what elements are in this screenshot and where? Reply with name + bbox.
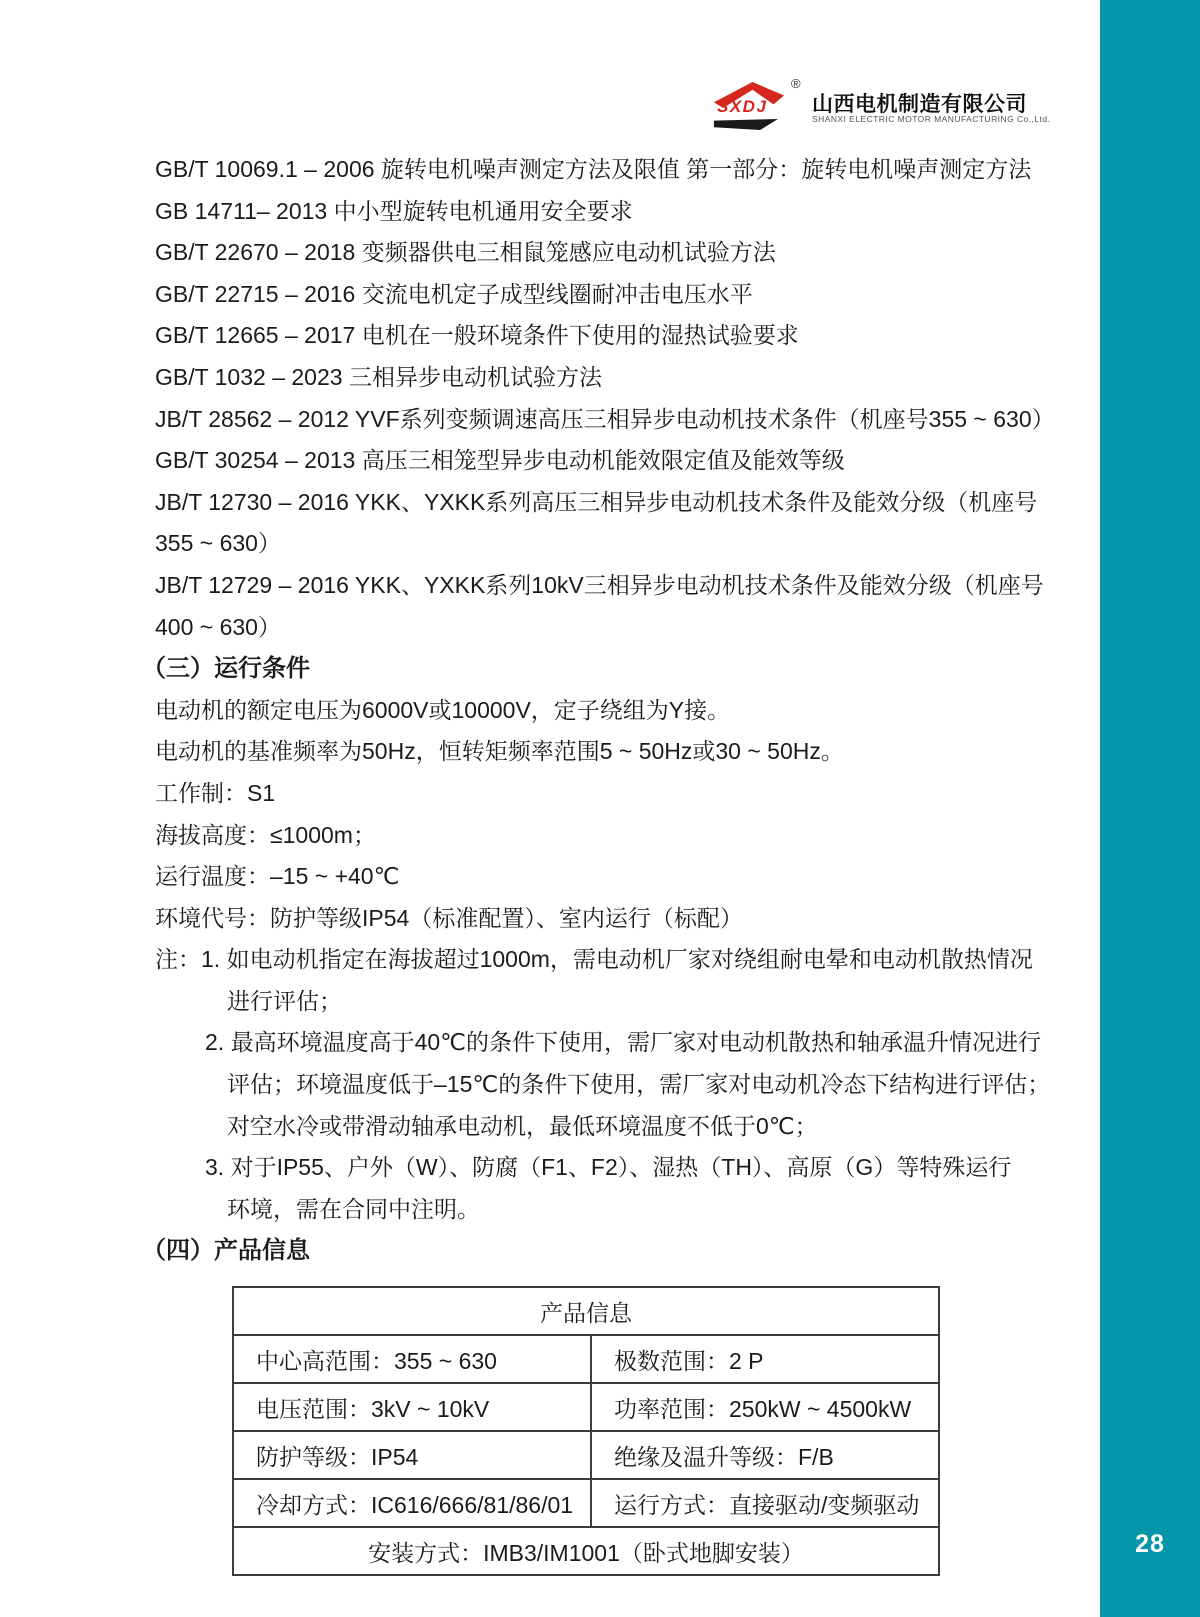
table-cell: 防护等级：IP54 <box>233 1431 591 1479</box>
company-name-cn: 山西电机制造有限公司 <box>812 93 1027 116</box>
note-line: 3. 对于IP55、户外（W）、防腐（F1、F2）、湿热（TH）、高原（G）等特殊运行 <box>205 1154 1012 1181</box>
registered-trademark-icon: ® <box>791 76 801 91</box>
note-line: 评估；环境温度低于–15℃的条件下使用，需厂家对电动机冷态下结构进行评估； <box>227 1071 1051 1098</box>
note-line: 环境，需在合同中注明。 <box>227 1195 480 1222</box>
section-product-info <box>142 1230 1065 1576</box>
condition-line: 工作制：S1 <box>155 779 276 806</box>
standard-line: JB/T 28562 – 2012 YVF系列变频调速高压三相异步电动机技术条件（机座号355 ~ 630） <box>155 405 1055 432</box>
standard-line: JB/T 12730 – 2016 YKK、YXKK系列高压三相异步电动机技术条件及能效分级（机座号 <box>155 488 1038 515</box>
section-heading-operating-conditions: （三）运行条件 <box>142 655 310 683</box>
condition-line: 电动机的基准频率为50Hz，恒转矩频率范围5 ~ 50Hz或30 ~ 50Hz。 <box>155 738 844 765</box>
company-name-en: SHANXI ELECTRIC MOTOR MANUFACTURING Co.,Ltd. <box>812 114 1051 124</box>
table-footer-row <box>233 1527 939 1575</box>
table-row <box>233 1383 939 1431</box>
standard-line: GB/T 22670 – 2018 变频器供电三相鼠笼感应电动机试验方法 <box>155 239 776 266</box>
table-cell: 功率范围：250kW ~ 4500kW <box>591 1383 939 1431</box>
table-cell: 绝缘及温升等级：F/B <box>591 1431 939 1479</box>
standard-line: GB/T 22715 – 2016 交流电机定子成型线圈耐冲击电压水平 <box>155 280 753 307</box>
table-row <box>233 1479 939 1527</box>
note-line: 进行评估； <box>227 987 342 1014</box>
section-heading-product-info: （四）产品信息 <box>142 1237 310 1265</box>
table-cell: 极数范围：2 P <box>591 1335 939 1383</box>
note-line: 注：1. 如电动机指定在海拔超过1000m，需电动机厂家对绕组耐电晕和电动机散热情况 <box>155 946 1033 973</box>
standard-line: 355 ~ 630） <box>155 530 281 557</box>
condition-line: 运行温度：–15 ~ +40℃ <box>155 863 400 890</box>
table-row <box>233 1335 939 1383</box>
standard-line: GB 14711– 2013 中小型旋转电机通用安全要求 <box>155 197 633 224</box>
page-number: 28 <box>1135 1530 1165 1558</box>
standard-line: 400 ~ 630） <box>155 613 281 640</box>
table-cell: 冷却方式：IC616/666/81/86/01 <box>233 1479 591 1527</box>
standard-line: GB/T 1032 – 2023 三相异步电动机试验方法 <box>155 363 602 390</box>
table-cell: 中心高范围：355 ~ 630 <box>233 1335 591 1383</box>
product-info-table <box>232 1286 940 1576</box>
note-line: 2. 最高环境温度高于40℃的条件下使用，需厂家对电动机散热和轴承温升情况进行 <box>205 1029 1041 1056</box>
standard-line: JB/T 12729 – 2016 YKK、YXKK系列10kV三相异步电动机技术条件及能效分级（机座号 <box>155 571 1044 598</box>
teal-side-bar <box>1100 0 1200 1617</box>
table-cell: 电压范围：3kV ~ 10kV <box>233 1383 591 1431</box>
section-operating-conditions <box>142 648 1065 1230</box>
logo-abbr: SXDJ <box>717 97 768 116</box>
condition-line: 海拔高度：≤1000m； <box>155 821 376 848</box>
table-title-row <box>233 1287 939 1335</box>
condition-line: 电动机的额定电压为6000V或10000V，定子绕组为Y接。 <box>155 696 731 723</box>
note-line: 对空水冷或带滑动轴承电动机，最低环境温度不低于0℃； <box>227 1112 818 1139</box>
table-row <box>233 1431 939 1479</box>
standard-line: GB/T 30254 – 2013 高压三相笼型异步电动机能效限定值及能效等级 <box>155 447 845 474</box>
standard-line: GB/T 12665 – 2017 电机在一般环境条件下使用的湿热试验要求 <box>155 322 799 349</box>
condition-line: 环境代号：防护等级IP54（标准配置）、室内运行（标配） <box>155 904 743 931</box>
standard-line: GB/T 10069.1 – 2006 旋转电机噪声测定方法及限值 第一部分：旋转电机噪声测定方法 <box>155 156 1032 182</box>
standards-list <box>155 149 1065 648</box>
table-cell: 运行方式：直接驱动/变频驱动 <box>591 1479 939 1527</box>
table-title: 产品信息 <box>233 1287 939 1335</box>
table-footer-cell: 安装方式：IMB3/IM1001（卧式地脚安装） <box>233 1527 939 1575</box>
